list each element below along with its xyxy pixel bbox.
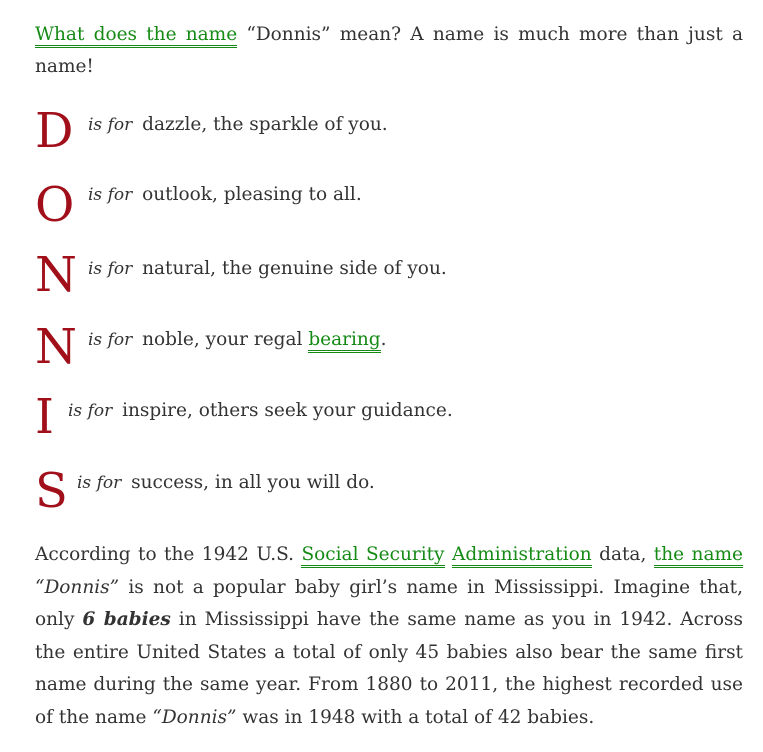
intro-paragraph xyxy=(35,19,743,83)
baby-name: “Donnis” xyxy=(35,576,120,598)
name-meaning-link[interactable]: What does the name xyxy=(35,24,237,48)
acrostic-letter-n: N xyxy=(35,319,77,375)
acrostic-text: outlook, pleasing to all. xyxy=(136,184,362,205)
acrostic-line-o xyxy=(88,183,362,207)
is-for-label: is for xyxy=(88,185,133,205)
acrostic-text: noble, your regal xyxy=(136,329,309,350)
acrostic-letter-i: I xyxy=(35,389,54,445)
closing-text: in Mississippi have the same name as you in 1942. Across the entire United States a total of only 45 babies also bear the same first name during the same year. From 1880 to 2011, the highest recorded use of the name xyxy=(35,609,744,728)
acrostic-letter-d: D xyxy=(35,103,74,159)
closing-text: was in 1948 with a total of 42 babies. xyxy=(236,706,595,728)
is-for-label: is for xyxy=(77,473,122,493)
baby-count: 6 babies xyxy=(82,609,171,630)
acrostic-line-n-first xyxy=(88,257,447,281)
acrostic-line-n-second xyxy=(88,328,387,352)
statistics-paragraph xyxy=(35,539,743,734)
is-for-label: is for xyxy=(88,330,133,350)
baby-name: “Donnis” xyxy=(152,706,237,728)
closing-text: According to the 1942 U.S. xyxy=(35,544,302,565)
the-name-link[interactable]: the name xyxy=(654,544,743,568)
closing-space xyxy=(445,544,452,565)
acrostic-text: dazzle, the sparkle of you. xyxy=(136,114,388,135)
closing-text: data, xyxy=(591,544,654,565)
acrostic-letter-s: S xyxy=(35,463,68,519)
acrostic-line-i xyxy=(68,399,453,423)
acrostic-text: natural, the genuine side of you. xyxy=(136,258,447,279)
is-for-label: is for xyxy=(88,259,133,279)
administration-link[interactable]: Administration xyxy=(452,544,592,568)
acrostic-text-end: . xyxy=(380,329,387,350)
closing-text: is not a popular baby girl’s name in Mississippi. Imagine that, only xyxy=(35,576,743,630)
social-security-link[interactable]: Social Security xyxy=(301,544,444,568)
acrostic-line-s xyxy=(77,471,375,495)
intro-text: “Donnis” mean? A name is much more than just a name! xyxy=(35,24,743,77)
acrostic-letter-o: O xyxy=(35,177,75,233)
acrostic-letter-n: N xyxy=(35,247,77,303)
is-for-label: is for xyxy=(88,115,133,135)
is-for-label: is for xyxy=(68,401,113,421)
bearing-link[interactable]: bearing xyxy=(308,329,380,353)
acrostic-text: success, in all you will do. xyxy=(125,472,375,493)
acrostic-text: inspire, others seek your guidance. xyxy=(116,400,453,421)
acrostic-line-d xyxy=(88,113,388,137)
